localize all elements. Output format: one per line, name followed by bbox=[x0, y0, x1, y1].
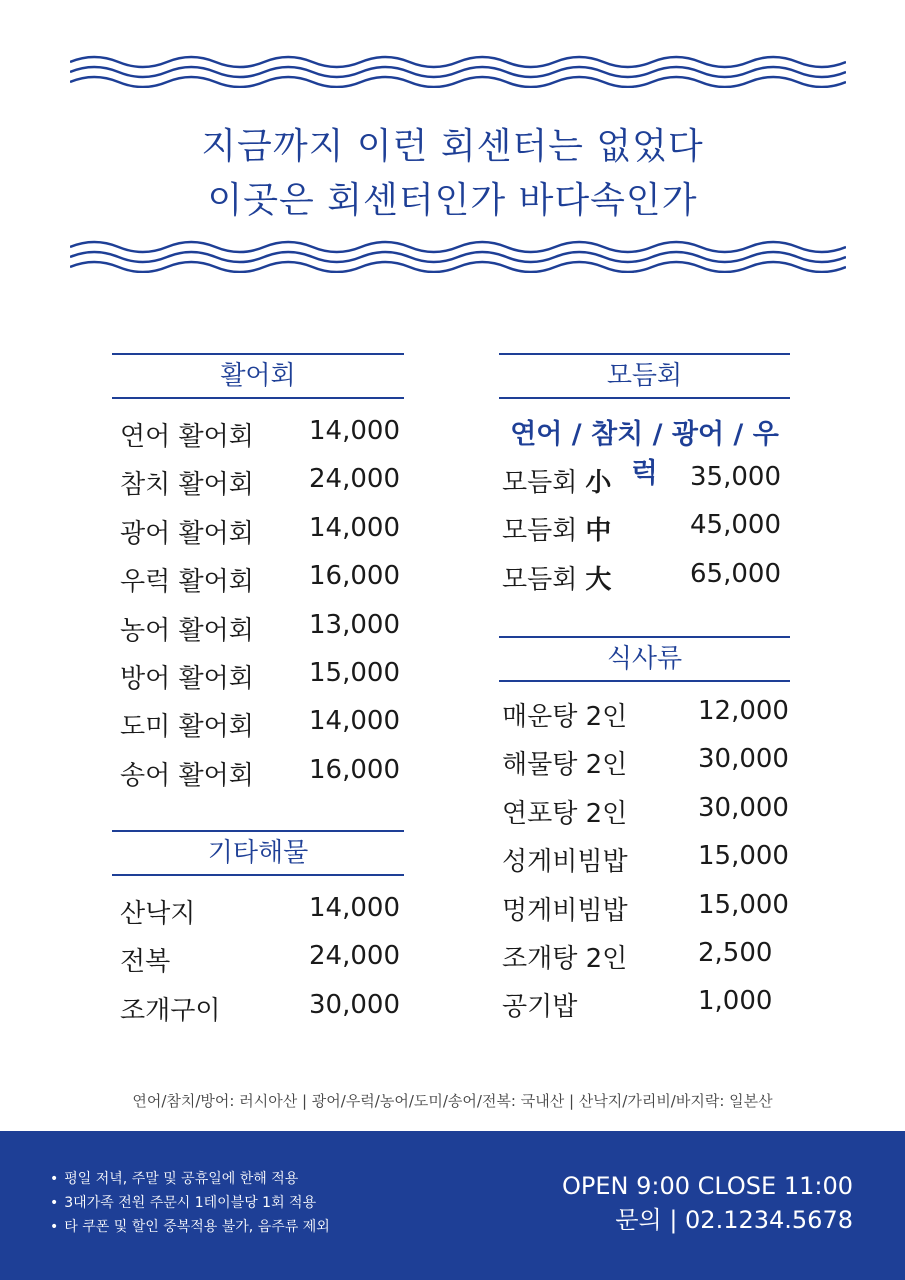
menu-row bbox=[120, 755, 400, 803]
item-name: 모듬회 bbox=[502, 564, 578, 595]
item-name: 모듬회 bbox=[502, 516, 578, 547]
menu-row bbox=[502, 792, 789, 841]
section-header-assorted: 모듬회 bbox=[499, 353, 790, 399]
item-price: 14,000 bbox=[309, 706, 400, 737]
item-name: 광어 활어회 bbox=[120, 518, 254, 549]
opening-hours: OPEN 9:00 CLOSE 11:00 bbox=[562, 1172, 853, 1200]
item-name: 조개탕 2인 bbox=[502, 943, 628, 974]
item-name: 전복 bbox=[120, 947, 171, 978]
menu-row bbox=[502, 938, 781, 986]
item-price: 30,000 bbox=[698, 792, 789, 823]
wave-decoration-bottom bbox=[70, 237, 846, 273]
wave-decoration-top bbox=[70, 52, 846, 88]
item-price: 2,500 bbox=[698, 937, 773, 968]
item-price: 65,000 bbox=[690, 558, 781, 589]
section-header-other-seafood: 기타해물 bbox=[112, 830, 404, 876]
item-name: 모듬회 bbox=[502, 468, 578, 498]
item-price: 14,000 bbox=[309, 512, 400, 543]
section-header-live-fish: 활어회 bbox=[112, 353, 404, 399]
menu-row bbox=[120, 416, 400, 464]
assorted-list bbox=[502, 462, 781, 607]
promo-note: • 타 쿠폰 및 할인 중복적용 불가, 음주류 제외 bbox=[50, 1215, 330, 1239]
item-price: 14,000 bbox=[309, 893, 400, 923]
menu-row bbox=[502, 462, 781, 510]
item-price: 45,000 bbox=[690, 510, 781, 541]
headline-line-1: 지금까지 이런 회센터는 없었다 bbox=[201, 126, 704, 167]
item-name: 해물탕 2인 bbox=[502, 750, 628, 781]
other-seafood-list bbox=[120, 893, 400, 1038]
footer-bar bbox=[0, 1131, 905, 1280]
item-name: 연어 활어회 bbox=[120, 422, 254, 452]
menu-row bbox=[502, 744, 789, 792]
menu-row bbox=[120, 513, 400, 561]
item-name: 방어 활어회 bbox=[120, 663, 254, 694]
item-price: 15,000 bbox=[698, 841, 789, 872]
item-price: 35,000 bbox=[690, 462, 781, 492]
section-header-meals: 식사류 bbox=[499, 636, 790, 682]
item-name: 도미 활어회 bbox=[120, 712, 254, 743]
item-price: 12,000 bbox=[698, 696, 789, 726]
promo-note: • 평일 저녁, 주말 및 공휴일에 한해 적용 bbox=[50, 1167, 330, 1191]
menu-row bbox=[120, 464, 400, 512]
assorted-fish-types: 연어 / 참치 / 광어 / 우럭 bbox=[510, 419, 779, 489]
origin-note: 연어/참치/방어: 러시아산 | 광어/우럭/농어/도미/송어/전복: 국내산 | 산낙지/가리비/바지락: 일본산 bbox=[132, 1092, 773, 1110]
item-price: 15,000 bbox=[309, 657, 400, 688]
promo-notes bbox=[50, 1167, 330, 1239]
item-price: 1,000 bbox=[698, 986, 773, 1017]
menu-row bbox=[120, 893, 400, 941]
menu-row bbox=[502, 889, 789, 938]
item-name: 연포탕 2인 bbox=[502, 798, 628, 829]
menu-row bbox=[120, 561, 400, 609]
item-name: 송어 활어회 bbox=[120, 760, 254, 791]
menu-row bbox=[120, 658, 400, 706]
item-price: 30,000 bbox=[698, 744, 789, 775]
item-name: 농어 활어회 bbox=[120, 615, 254, 646]
item-price: 24,000 bbox=[309, 464, 400, 495]
size-label: 中 bbox=[585, 516, 612, 547]
promo-note: • 3대가족 전원 주문시 1테이블당 1회 적용 bbox=[50, 1191, 330, 1215]
item-name: 참치 활어회 bbox=[120, 470, 254, 501]
menu-row bbox=[502, 841, 789, 889]
item-price: 24,000 bbox=[309, 941, 400, 972]
item-name: 조개구이 bbox=[120, 995, 221, 1026]
menu-row bbox=[502, 559, 781, 607]
live-fish-list bbox=[120, 416, 400, 803]
size-label: 大 bbox=[585, 564, 612, 595]
menu-row bbox=[120, 706, 400, 754]
contact-block bbox=[562, 1169, 853, 1237]
menu-row bbox=[120, 941, 400, 989]
item-price: 14,000 bbox=[309, 416, 400, 446]
item-name: 멍게비빔밥 bbox=[502, 895, 628, 926]
item-name: 매운탕 2인 bbox=[502, 702, 628, 732]
headline-line-2: 이곳은 회센터인가 바다속인가 bbox=[207, 180, 698, 221]
menu-row bbox=[120, 990, 400, 1038]
item-price: 15,000 bbox=[698, 889, 789, 920]
menu-row bbox=[502, 696, 789, 744]
item-price: 16,000 bbox=[309, 561, 400, 592]
item-name: 우럭 활어회 bbox=[120, 567, 254, 598]
menu-row bbox=[120, 610, 400, 658]
item-name: 공기밥 bbox=[502, 992, 578, 1023]
meals-list bbox=[502, 696, 789, 1035]
menu-row bbox=[502, 986, 781, 1034]
item-price: 16,000 bbox=[309, 754, 400, 785]
size-label: 小 bbox=[585, 468, 612, 498]
item-price: 30,000 bbox=[309, 989, 400, 1020]
menu-row bbox=[502, 510, 781, 558]
item-name: 산낙지 bbox=[120, 899, 196, 929]
item-price: 13,000 bbox=[309, 609, 400, 640]
phone-number: 문의 | 02.1234.5678 bbox=[615, 1206, 853, 1234]
item-name: 성게비빔밥 bbox=[502, 847, 628, 878]
